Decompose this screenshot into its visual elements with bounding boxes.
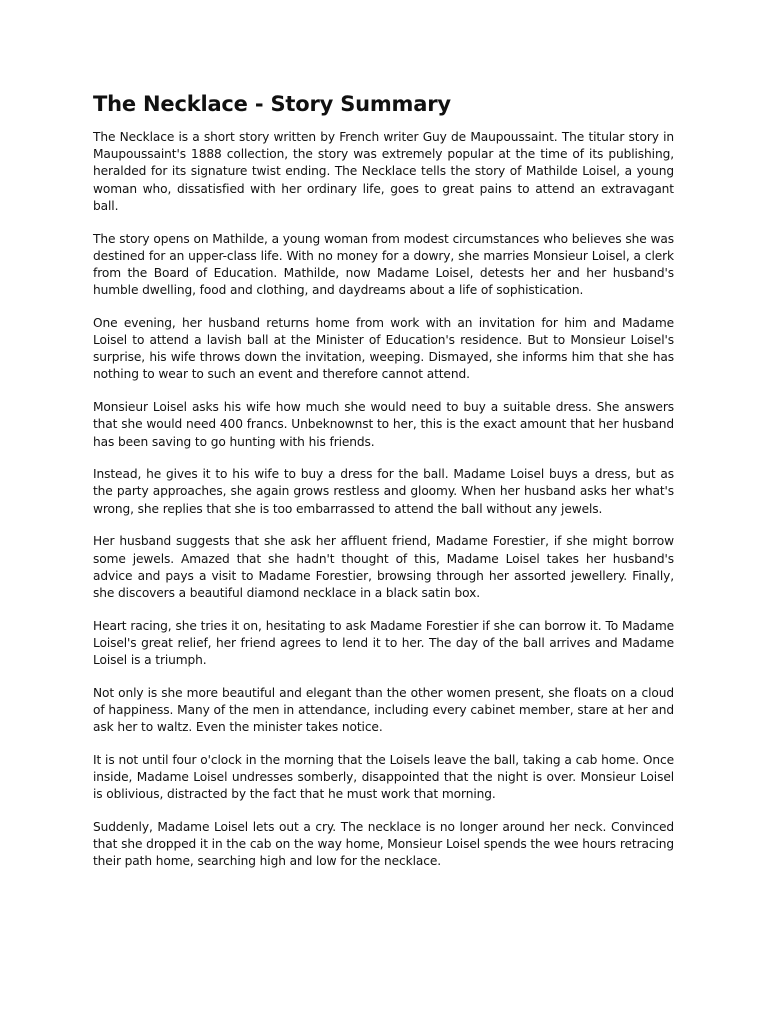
paragraph-4: Monsieur Loisel asks his wife how much she would need to buy a suitable dress. She answers that she would need 400 francs. Unbeknownst to her, this is the exact amount that her husband has been saving to go hunting with his friends.	[93, 400, 674, 449]
paragraph-1: The Necklace is a short story written by French writer Guy de Maupoussaint. The titular story in Maupoussaint's 1888 collection, the story was extremely popular at the time of its publishing, heralded for its signature twist ending. The Necklace tells the story of Mathilde Loisel, a young woman who, dissatisfied with her ordinary life, goes to great pains to attend an extravagant ball.	[93, 130, 674, 213]
paragraph-7: Heart racing, she tries it on, hesitating to ask Madame Forestier if she can borrow it. To Madame Loisel's great relief, her friend agrees to lend it to her. The day of the ball arrives and Madame Loisel is a triumph.	[93, 618, 674, 668]
document-title: The Necklace - Story Summary	[93, 92, 451, 116]
paragraph-8: Not only is she more beautiful and elegant than the other women present, she floats on a cloud of happiness. Many of the men in attendance, including every cabinet member, stare at her and ask her to waltz. Even the minister takes notice.	[93, 685, 674, 735]
paragraph-2: The story opens on Mathilde, a young woman from modest circumstances who believes she was destined for an upper-class life. With no money for a dowry, she marries Monsieur Loisel, a clerk from the Board of Education. Mathilde, now Madame Loisel, detests her and her husband's humble dwelling, food and clothing, and daydreams about a life of sophistication.	[93, 231, 674, 298]
paragraph-3: One evening, her husband returns home from work with an invitation for him and Madame Loisel to attend a lavish ball at the Minister of Education's residence. But to Monsieur Loisel's surprise, his wife throws down the invitation, weeping. Dismayed, she informs him that she has nothing to wear to such an event and therefore cannot attend.	[93, 315, 674, 382]
document-page	[93, 88, 674, 886]
paragraph-5: Instead, he gives it to his wife to buy a dress for the ball. Madame Loisel buys a dress, but as the party approaches, she again grows restless and gloomy. When her husband asks her what's wrong, she replies that she is too embarrassed to attend the ball without any jewels.	[93, 467, 674, 516]
paragraph-10: Suddenly, Madame Loisel lets out a cry. The necklace is no longer around her neck. Convinced that she dropped it in the cab on the way home, Monsieur Loisel spends the wee hours retracing their path home, searching high and low for the necklace.	[93, 820, 674, 869]
paragraph-6: Her husband suggests that she ask her affluent friend, Madame Forestier, if she might borrow some jewels. Amazed that she hadn't thought of this, Madame Loisel takes her husband's advice and pays a visit to Madame Forestier, browsing through her assorted jewellery. Finally, she discovers a beautiful diamond necklace in a black satin box.	[93, 534, 674, 600]
paragraph-9: It is not until four o'clock in the morning that the Loisels leave the ball, taking a cab home. Once inside, Madame Loisel undresses somberly, disappointed that the night is over. Monsieur Loisel is oblivious, distracted by the fact that he must work that morning.	[93, 752, 674, 802]
